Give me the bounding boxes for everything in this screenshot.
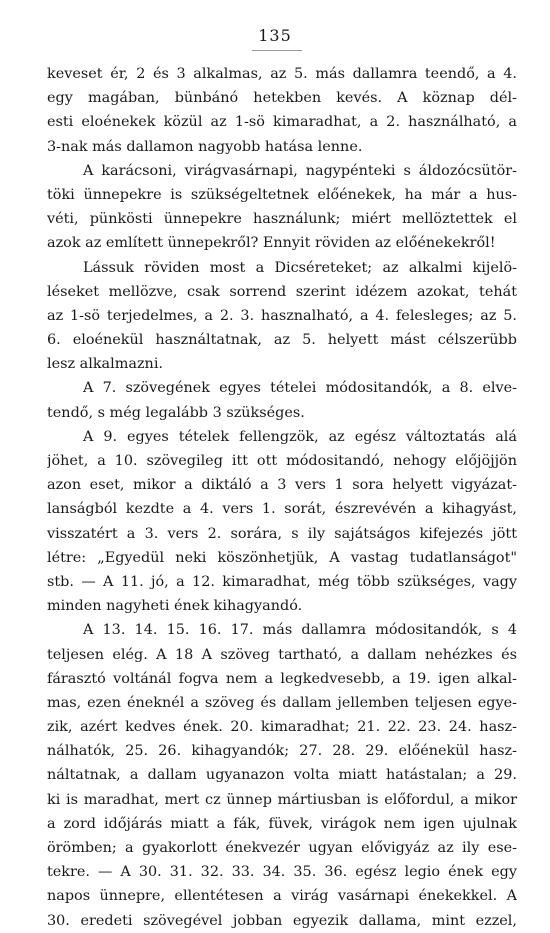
text-line: ki is maradhat, mert cz ünnep mártiusban is előfordul, a mikor bbox=[47, 791, 517, 808]
page-number: 135 bbox=[258, 26, 292, 45]
text-line: véti, pünkösti ünnepekre használunk; miért mellöztettek el bbox=[47, 211, 517, 228]
text-line: mas, ezen éneknél a szöveg és dallam jellemben teljesen egye- bbox=[47, 694, 517, 711]
text-line: A 13. 14. 15. 16. 17. más dallamra módositandók, s 4 bbox=[83, 622, 517, 639]
text-line: zik, azért kedves ének. 20. kimaradhat; 21. 22. 23. 24. hasz- bbox=[47, 719, 517, 736]
text-line: náltatnak, a dallam ugyanazon volta miatt hatástalan; a 29. bbox=[47, 767, 517, 784]
text-line: napos ünnepre, ellentétesen a virág vasárnapi énekekkel. A bbox=[47, 888, 517, 905]
text-line: jöhet, a 10. szövegileg itt ott módositandó, nehogy előjöjjön bbox=[47, 453, 517, 469]
text-line: egy magában, bünbánó hetekben kevés. A köznap dél- bbox=[47, 90, 517, 107]
text-line: az 1-sö terjedelmes, a 2. 3. hasznalható, a 4. felesleges; az 5. bbox=[47, 307, 517, 324]
text-line: 3-nak más dallamon nagyobb hatása lenne. bbox=[47, 138, 363, 155]
text-line: azon eset, mikor a diktáló a 3 vers 1 sora helyett vigyázat- bbox=[47, 477, 517, 494]
text-line: fárasztó voltánál fogva nem a legkedvesebb, a 19. igen alkal- bbox=[47, 670, 517, 687]
text-line: tekre. — A 30. 31. 32. 33. 34. 35. 36. egész legio ének egy bbox=[47, 864, 517, 881]
text-line: lesz alkalmazni. bbox=[47, 356, 163, 373]
text-line: Lássuk röviden most a Dicséreteket; az alkalmi kijelö- bbox=[83, 259, 517, 276]
text-line: 30. eredeti szövegével jobban egyezik dallama, mint ezzel, bbox=[47, 912, 517, 929]
text-line: A 9. egyes tételek fellengzök, az egész változtatás alá bbox=[83, 428, 517, 445]
text-line: esti eloénekek közül az 1-sö kimaradhat, a 2. használható, a bbox=[47, 114, 517, 131]
text-line: töki ünnepekre is szükségeltetnek előénekek, ha már a hus- bbox=[47, 186, 517, 203]
text-line: létre: „Egyedül neki köszönhetjük, A vastag tudatlanságot" bbox=[47, 549, 517, 566]
text-line: nálhatók, 25. 26. kihagyandók; 27. 28. 29. előénekül hasz- bbox=[47, 743, 517, 760]
text-line: teljesen elég. A 18 A szöveg tartható, a dallam nehézkes és bbox=[47, 646, 517, 663]
text-line: léseket mellözve, csak sorrend szerint idézem azokat, tehát bbox=[47, 283, 517, 300]
body-text bbox=[47, 62, 517, 933]
text-line: A 7. szövegének egyes tételei módositandók, a 8. elve- bbox=[83, 380, 517, 397]
text-line: A karácsoni, virágvasárnapi, nagypénteki s áldozócsütör- bbox=[83, 162, 517, 179]
text-line: tendő, s még legalább 3 szükséges. bbox=[47, 404, 305, 421]
text-line: minden nagyheti ének kihagyandó. bbox=[47, 598, 303, 615]
text-line: a zord időjárás miatt a fák, füvek, virágok nem igen ujulnak bbox=[47, 815, 517, 832]
text-line: keveset ér, 2 és 3 alkalmas, az 5. más dallamra teendő, a 4. bbox=[47, 66, 517, 82]
text-line: 6. eloénekül használtatnak, az 5. helyett mást célszerübb bbox=[47, 332, 517, 349]
text-line: azok az említett ünnepekről? Ennyit röviden az előénekekről! bbox=[47, 235, 496, 252]
text-line: stb. — A 11. jó, a 12. kimaradhat, még több szükséges, vagy bbox=[47, 573, 517, 590]
header-rule bbox=[252, 50, 302, 51]
text-line: örömben; a gyakorlott énekvezér ugyan elővigyáz az ily ese- bbox=[47, 840, 517, 856]
text-line: lanságból kezdte a 4. vers 1. sorát, észrevévén a kihagyást, bbox=[47, 501, 517, 518]
text-line: visszatért a 3. vers 2. sorára, s ily sajátságos kifejezés jött bbox=[47, 525, 517, 542]
